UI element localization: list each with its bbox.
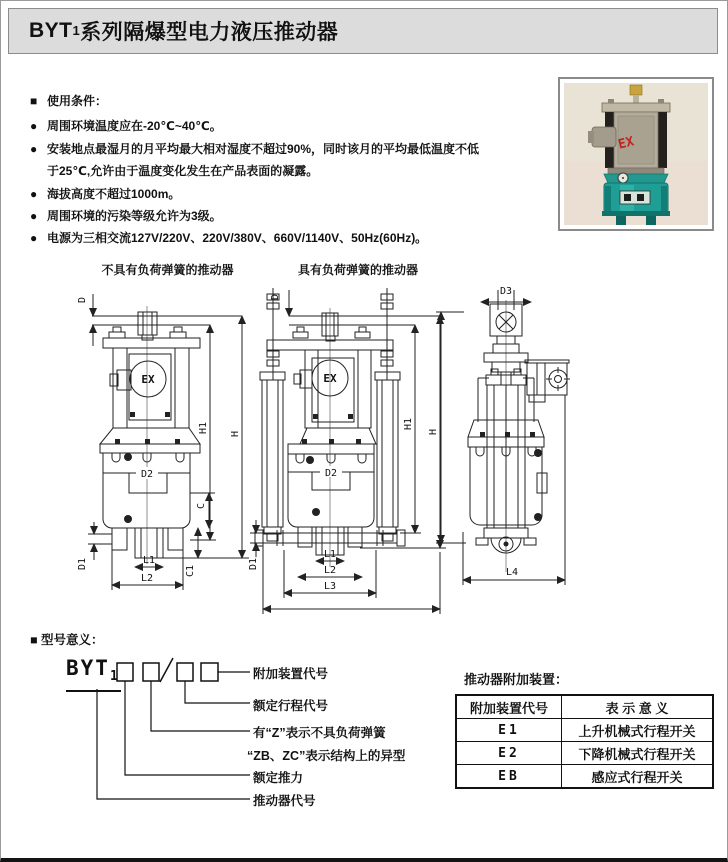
title-prefix: BYT [29,19,73,42]
dim-label-d: D [77,296,88,304]
cell-meaning: 下降机械式行程开关 [562,742,714,765]
product-photo-image [564,83,708,225]
model-label-zb-zc-meaning: “ZB、ZC”表示结构上的异型 [247,749,406,763]
ex-motor-label: EX [323,372,337,385]
model-label-z-meaning: 有“Z”表示不具负荷弹簧 [253,726,386,740]
usage-item-continuation [30,160,555,182]
dim-label-c: C [196,502,207,510]
table-header-row [456,695,713,719]
dim-label-h1: H1 [403,417,414,431]
bullet-spacer [30,160,47,182]
cell-code: EB [456,765,562,789]
dim-label-h: H [428,428,439,436]
cell-code: E1 [456,719,562,742]
usage-item-text: 电源为三相交流127V/220V、220V/380V、660V/1140V、50Hz(60Hz)。 [47,231,428,246]
bullet-icon: ● [30,186,38,201]
drawing-side-view [436,282,631,592]
bullet-icon: ● [30,141,38,156]
dim-label-l3: L3 [323,581,337,592]
product-photo [558,77,714,231]
drawing-front-no-spring [63,282,257,605]
ex-marking: EX [616,134,636,153]
dim-label-h: H [230,430,241,438]
square-marker-icon: ■ [30,94,38,108]
drawing-caption-with-spring: 具有负荷弹簧的推动器 [297,263,418,277]
usage-heading-text: 使用条件： [47,94,108,108]
dim-label-d1: D1 [77,557,88,571]
drawing-front-with-spring [250,282,465,622]
dim-label-h1: H1 [198,421,209,435]
dim-label-d2: D2 [140,469,154,480]
usage-item [30,115,555,137]
dim-label-l2: L2 [323,565,337,576]
cell-meaning: 感应式行程开关 [562,765,714,789]
dim-label-l1: L1 [323,549,337,560]
usage-item-text: 海拔高度不超过1000m。 [47,186,181,201]
dim-label-l4: L4 [505,567,519,578]
usage-item-text: 周围环境的污染等级允许为3级。 [47,209,222,224]
usage-item-text: 于25℃,允许由于温度变化发生在产品表面的凝露。 [47,164,319,179]
usage-item [30,183,555,205]
accessory-table [455,694,714,789]
model-label-stroke-code: 额定行程代号 [253,699,329,713]
model-heading-text: 型号意义： [41,633,104,647]
page-title: BYT 1 系列隔爆型电力液压推动器 [8,8,718,54]
title-rest: 系列隔爆型电力液压推动器 [80,21,339,44]
table-header-code: 附加装置代号 [456,695,562,719]
table-row [456,742,713,765]
model-code-subscript: 1 [109,669,118,685]
accessory-table-title: 推动器附加装置： [464,672,569,687]
dim-label-c1: C1 [185,564,196,578]
usage-item-text: 周围环境温度应在-20℃~40℃。 [47,119,222,134]
usage-conditions-section [30,90,555,250]
usage-item-text: 安装地点最湿月的月平均最大相对湿度不超过90%，同时该月的平均最低温度不低 [47,141,480,156]
dim-label-d: D [270,293,281,301]
cell-code: E2 [456,742,562,765]
usage-item [30,138,555,160]
square-marker-icon: ■ [30,633,38,647]
bullet-icon: ● [30,119,38,134]
usage-item [30,205,555,227]
dim-label-d2: D2 [324,468,338,479]
dim-label-l1: L1 [142,555,156,566]
table-row [456,719,713,742]
table-row [456,765,713,789]
dim-label-l2: L2 [140,573,154,584]
model-label-accessory-code: 附加装置代号 [253,667,329,681]
table-header-meaning: 表 示 意 义 [562,695,714,719]
cell-meaning: 上升机械式行程开关 [562,719,714,742]
model-label-rated-thrust: 额定推力 [253,771,304,785]
model-code-prefix: BYT [66,656,110,680]
usage-item [30,227,555,249]
usage-heading [30,90,555,112]
bullet-icon: ● [30,209,38,224]
dim-label-d3: D3 [499,286,513,297]
ex-motor-label: EX [141,373,155,386]
drawing-caption-no-spring: 不具有负荷弹簧的推动器 [101,263,234,277]
model-meaning-heading [30,630,104,648]
model-label-thruster-code: 推动器代号 [253,794,316,808]
dim-label-d1: D1 [248,557,259,571]
bullet-icon: ● [30,231,38,246]
